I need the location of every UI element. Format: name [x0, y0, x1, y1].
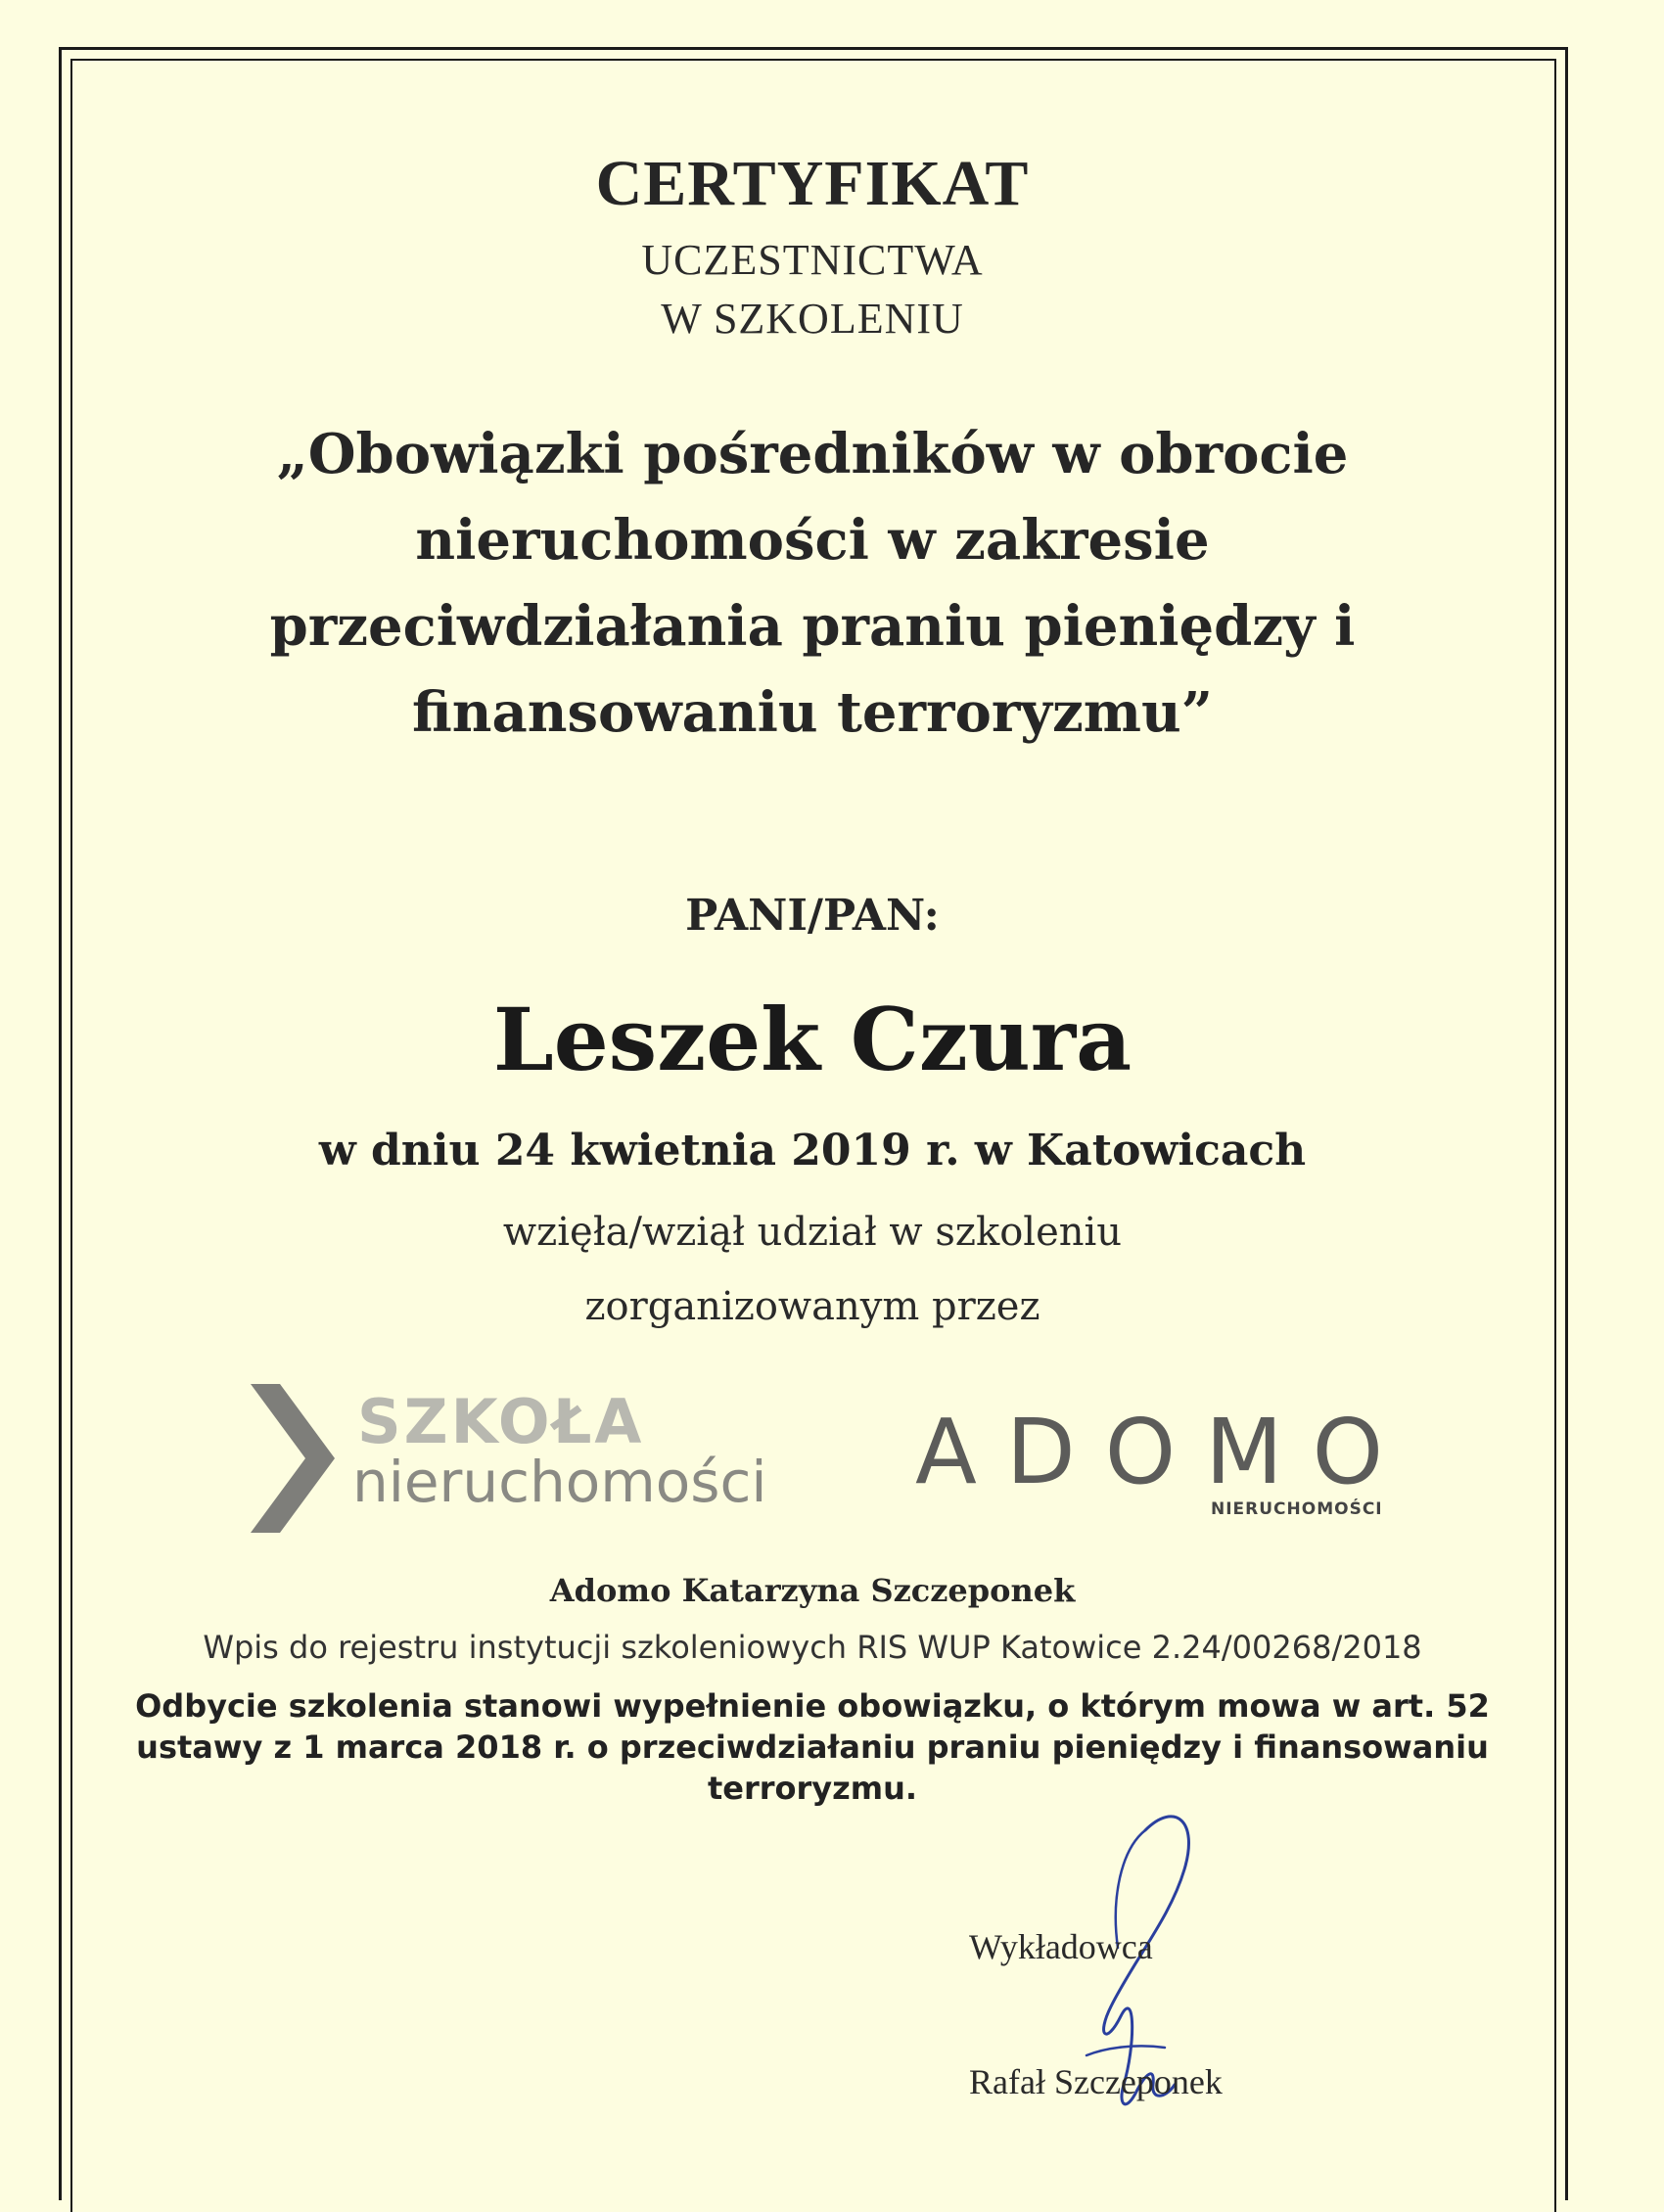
course-title-line: nieruchomości w zakresie	[415, 508, 1210, 573]
legal-notice-line: ustawy z 1 marca 2018 r. o przeciwdziałaniu praniu pieniędzy i finansowaniu	[136, 1728, 1489, 1766]
course-title	[0, 411, 1625, 756]
legal-notice	[0, 1685, 1625, 1809]
course-title-line: finansowaniu terroryzmu”	[412, 680, 1213, 745]
legal-notice-line: terroryzmu.	[707, 1770, 918, 1807]
legal-notice-line: Odbycie szkolenia stanowi wypełnienie obowiązku, o którym mowa w art. 52	[135, 1687, 1490, 1725]
course-title-line: przeciwdziałania praniu pieniędzy i	[269, 594, 1356, 659]
participation-text: wzięła/wziął udział w szkoleniu	[502, 1210, 1123, 1255]
szkola-logo-word2: nieruchomości	[352, 1449, 767, 1515]
course-title-line: „Obowiązki pośredników w obrocie	[276, 422, 1349, 486]
chevron-right-icon	[245, 1380, 343, 1537]
certificate-subtitle-line2: W SZKOLENIU	[661, 295, 964, 343]
szkola-nieruchomosci-logo	[245, 1380, 832, 1537]
salutation: PANI/PAN:	[685, 891, 940, 941]
adomo-logo-subtitle: NIERUCHOMOŚCI	[1211, 1499, 1383, 1519]
adomo-logo	[915, 1390, 1412, 1527]
organizer-company: Adomo Katarzyna Szczeponek	[549, 1572, 1076, 1609]
certificate-subtitle-line1: UCZESTNICTWA	[641, 236, 984, 284]
szkola-logo-word1: SZKOŁA	[357, 1386, 645, 1457]
date-and-place: w dniu 24 kwietnia 2019 r. w Katowicach	[318, 1126, 1307, 1175]
adomo-logo-word: ADOMO	[915, 1400, 1412, 1504]
lecturer-name: Rafał Szczeponek	[969, 2062, 1223, 2101]
lecturer-role: Wykładowca	[969, 1927, 1153, 1966]
participant-name: Leszek Czura	[492, 989, 1132, 1090]
registry-entry: Wpis do rejestru instytucji szkoleniowych RIS WUP Katowice 2.24/00268/2018	[203, 1629, 1422, 1666]
organized-by-text: zorganizowanym przez	[584, 1284, 1040, 1329]
certificate-title: CERTYFIKAT	[595, 148, 1030, 219]
